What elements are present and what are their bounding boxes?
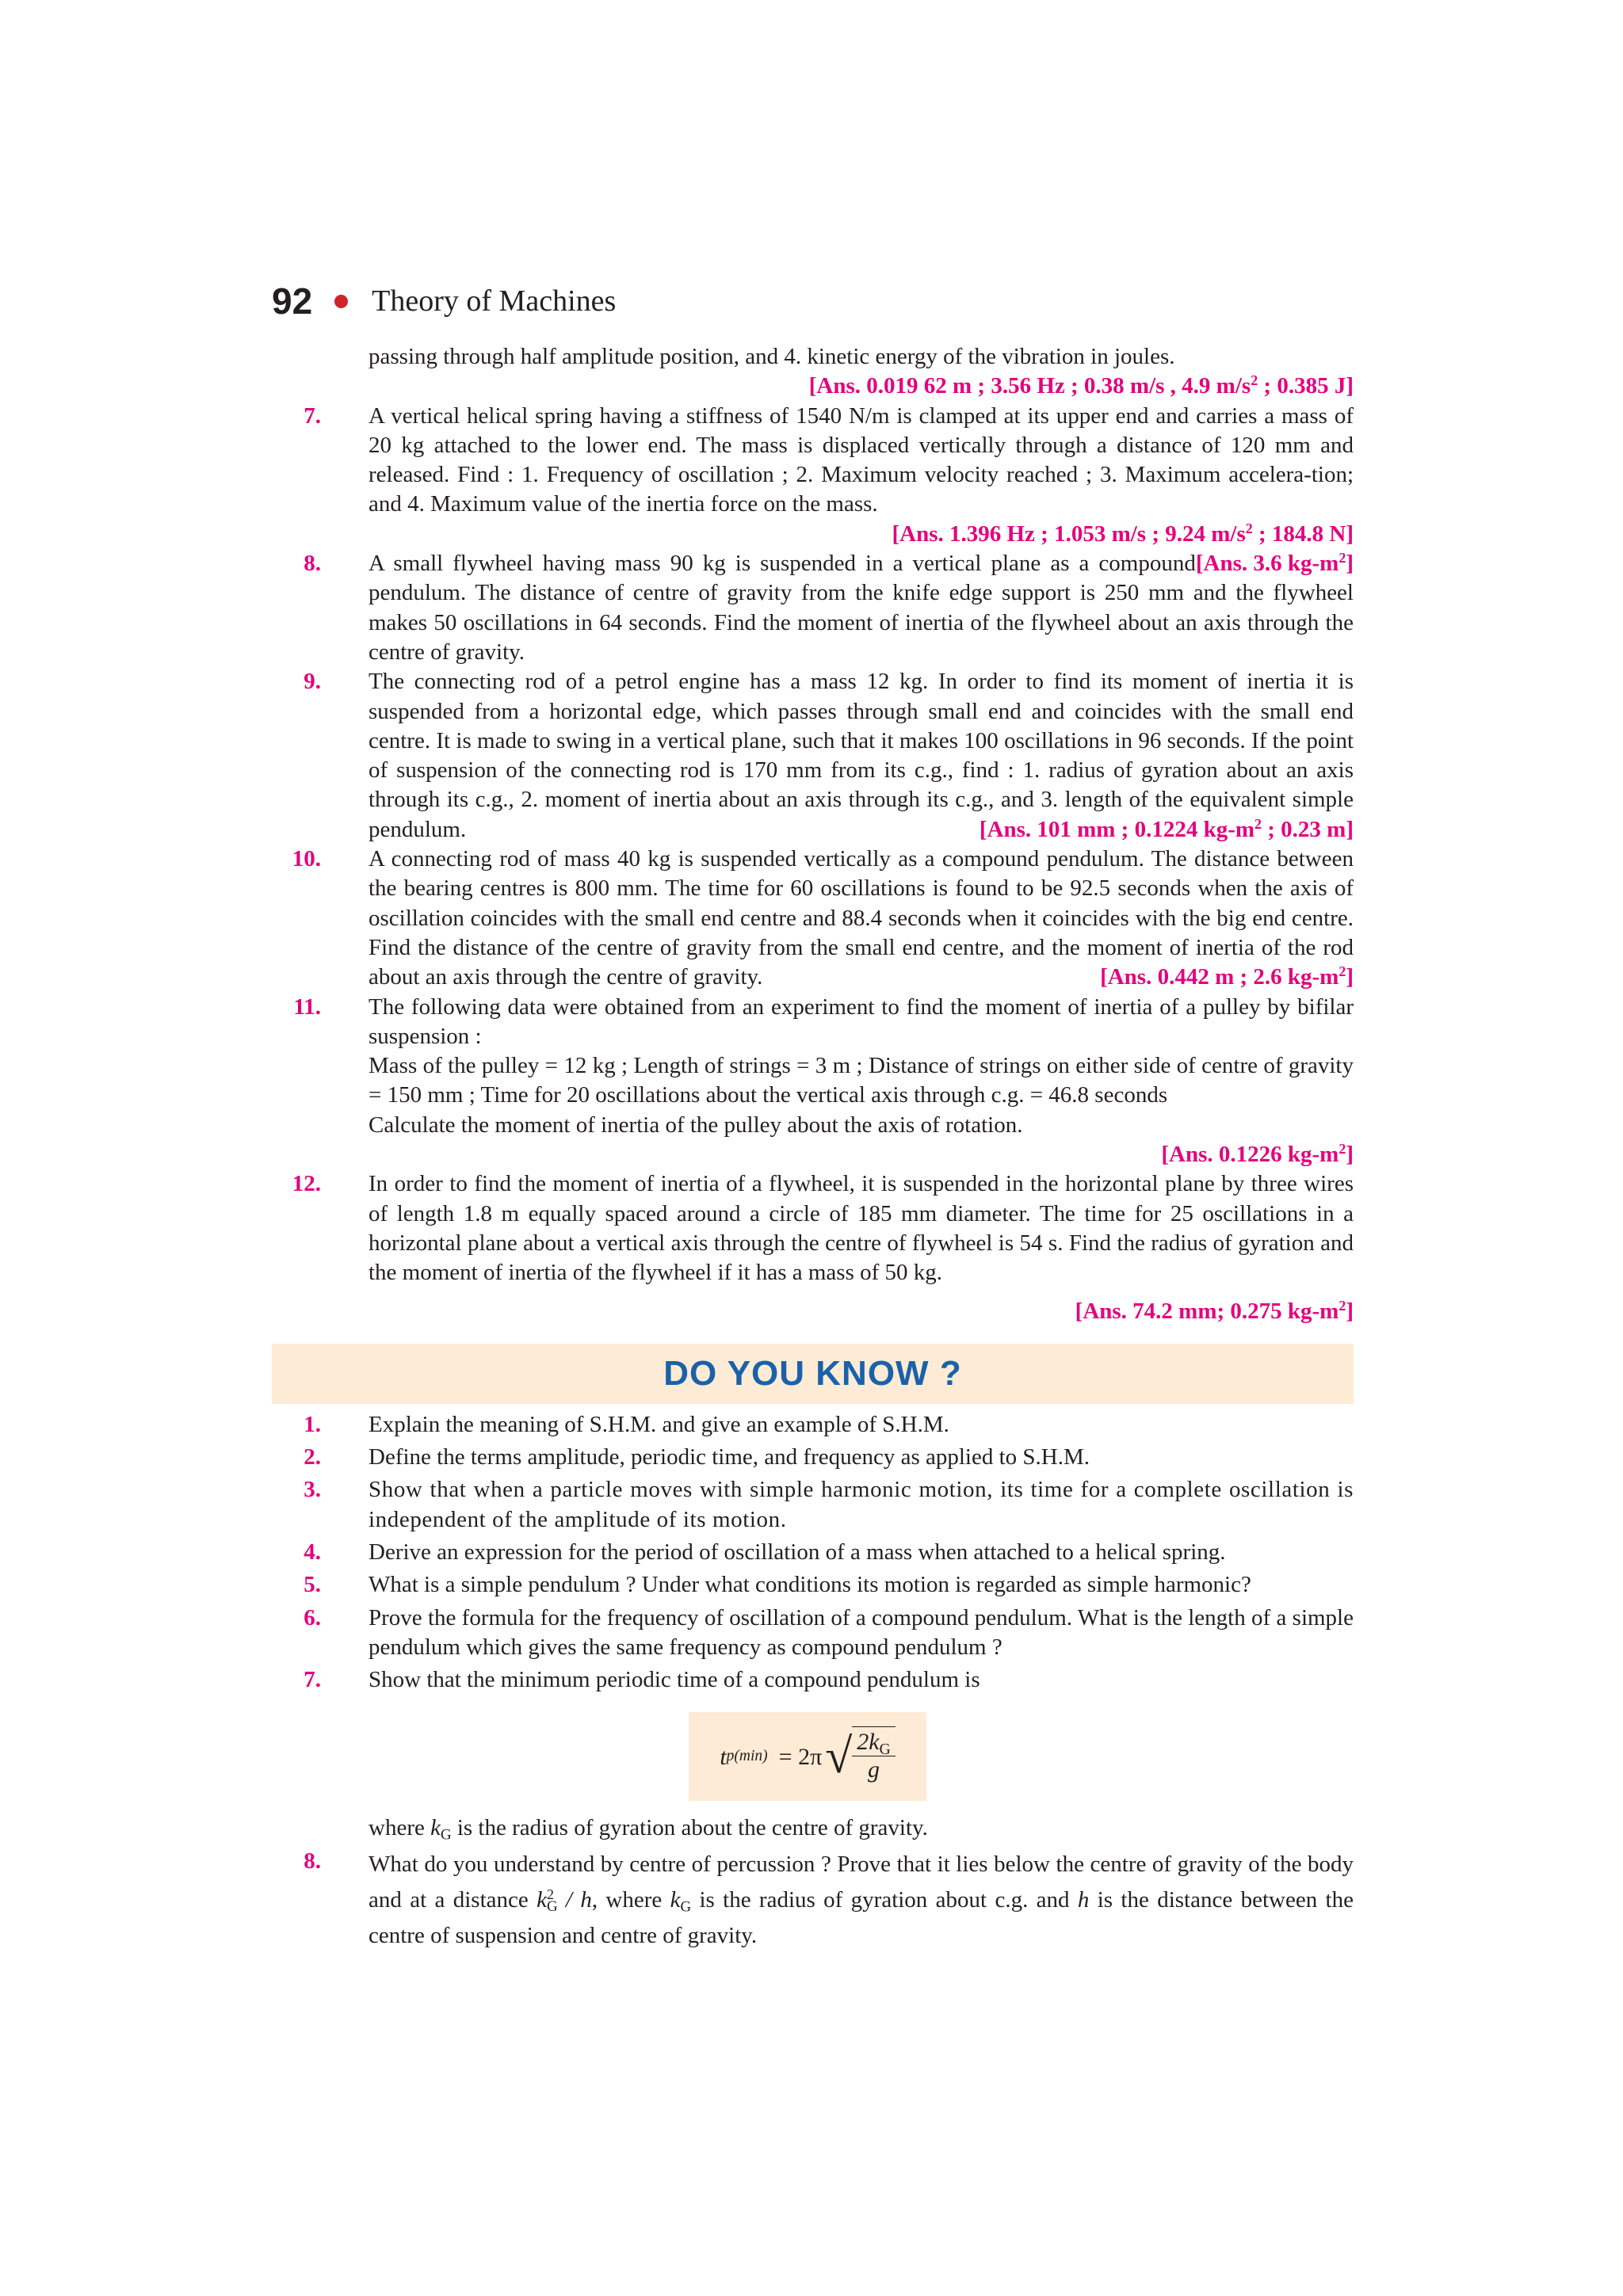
exercise-number: 7. bbox=[304, 402, 321, 429]
min-periodic-time-formula bbox=[720, 1730, 895, 1783]
exercise-text: In order to find the moment of inertia of a flywheel, it is suspended in the horizontal plane by three wires of length 1.8 m equally spaced around a circle of 185 mm diameter. The time for 25 oscillations in a horizontal plane about a vertical axis through the centre of flywheel is 54 s. Find the radius of gyration and the moment of inertia of the flywheel if it has a mass of 50 kg. bbox=[369, 1171, 1354, 1286]
question-number: 5. bbox=[304, 1572, 321, 1598]
exercise-question: Calculate the moment of inertia of the pulley about the axis of rotation. bbox=[369, 1112, 1023, 1138]
formula-lhs-variable: t bbox=[720, 1743, 727, 1770]
page-content bbox=[272, 342, 1354, 1957]
exercise-number: 10. bbox=[292, 846, 321, 872]
question-text: Prove the formula for the frequency of oscillation of a compound pendulum. What is the length of a simple pendulum which gives the same frequency as compound pendulum ? bbox=[369, 1604, 1354, 1660]
section-title: DO YOU KNOW ? bbox=[663, 1354, 962, 1394]
review-questions bbox=[272, 1410, 1354, 1954]
exercise-item bbox=[272, 845, 1354, 992]
question-text: Show that the minimum periodic time of a compound pendulum is bbox=[369, 1667, 980, 1693]
exercise-text: The connecting rod of a petrol engine has a mass 12 kg. In order to find its moment of inertia it is suspended from a horizontal edge, which passes through small end and coincides with the small end centre. It is made to swing in a vertical plane, such that it makes 100 oscillations in 96 seconds. If the point of suspension of the connecting rod is 170 mm from its c.g., find : 1. radius of gyration about an axis through its c.g., 2. moment of inertia about an axis through its c.g., and 3. length of the equivalent simple pendulum. bbox=[369, 669, 1354, 842]
square-root-icon: √ bbox=[825, 1730, 853, 1784]
formula-denominator: g bbox=[867, 1756, 880, 1783]
question-text: Show that when a particle moves with simple harmonic motion, its time for a complete oscillation is independent of the amplitude of its motion. bbox=[369, 1477, 1354, 1532]
question-number: 3. bbox=[304, 1477, 321, 1503]
book-title: Theory of Machines bbox=[372, 284, 617, 318]
formula-numerator-subscript: G bbox=[879, 1741, 891, 1759]
header-bullet-icon bbox=[334, 295, 348, 308]
formula-lhs-subscript: p(min) bbox=[726, 1748, 768, 1765]
exercise-item bbox=[272, 1169, 1354, 1287]
exercise-item bbox=[272, 402, 1354, 520]
question-number: 8. bbox=[304, 1848, 321, 1874]
question-item bbox=[272, 1665, 1354, 1695]
exercise-answer: [Ans. 0.1226 $kg-m^2$] bbox=[1161, 1141, 1354, 1168]
question-item bbox=[272, 1847, 1354, 1954]
exercise-item bbox=[272, 549, 1354, 667]
question-item bbox=[272, 1443, 1354, 1472]
exercise-text: A small flywheel having mass 90 kg is suspended in a vertical plane as a compound pendulum. The distance of centre of gravity from the knife edge support is 250 mm and the flywheel makes 50 oscillations in 64 seconds. Find the moment of inertia of the flywheel about an axis through the centre of gravity. bbox=[369, 551, 1354, 665]
exercise-answer: [Ans. 0.442 m ; 2.6 $kg-m^2$] bbox=[1100, 963, 1354, 990]
exercise-answer: [Ans. 74.2 mm; 0.275 $kg-m^2$] bbox=[1075, 1297, 1354, 1324]
exercise-number: 12. bbox=[292, 1171, 321, 1197]
formula-equals: = 2π bbox=[778, 1743, 823, 1770]
formula-numerator: 2k bbox=[857, 1729, 880, 1756]
continued-text: passing through half amplitude position, and 4. kinetic energy of the vibration in joules. bbox=[369, 344, 1175, 369]
question-text: Explain the meaning of S.H.M. and give an example of S.H.M. bbox=[369, 1411, 949, 1437]
question-number: 7. bbox=[304, 1667, 321, 1693]
exercise-answer: [Ans. 1.396 Hz ; 1.053 m/s ; 9.24 $m/s^2$ ; 184.8 N] bbox=[892, 520, 1354, 547]
exercise-number: 11. bbox=[293, 994, 321, 1020]
question-number: 2. bbox=[304, 1444, 321, 1470]
exercise-answer: [Ans. 101 mm ; 0.1224 $kg-m^2$ ; 0.23 m] bbox=[979, 815, 1354, 842]
exercise-number: 8. bbox=[304, 551, 321, 577]
question-number: 1. bbox=[304, 1411, 321, 1437]
exercise-item bbox=[272, 993, 1354, 1140]
question-number: 4. bbox=[304, 1539, 321, 1565]
question-item bbox=[272, 1604, 1354, 1663]
question-text: What do you understand by centre of percussion ? Prove that it lies below the centre of gravity of the body and at a distance $k^2_G$ / h, where $k_G$ is the radius of gyration about c.g. and h is the distance between the centre of suspension and centre of gravity. bbox=[369, 1851, 1354, 1948]
question-text: Derive an expression for the period of oscillation of a mass when attached to a helical spring. bbox=[369, 1539, 1226, 1565]
formula-box bbox=[689, 1712, 926, 1801]
exercise-data: Mass of the pulley = 12 kg ; Length of strings = 3 m ; Distance of strings on either side of centre of gravity = 150 mm ; Time for 20 oscillations about the vertical axis through c.g. = 46.8 seconds bbox=[369, 1053, 1354, 1108]
question-text: Define the terms amplitude, periodic time, and frequency as applied to S.H.M. bbox=[369, 1444, 1090, 1470]
page-header bbox=[272, 273, 616, 329]
section-banner bbox=[272, 1344, 1354, 1404]
exercise-item bbox=[272, 667, 1354, 845]
exercise-text: A vertical helical spring having a stiffness of 1540 N/m is clamped at its upper end and carries a mass of 20 kg attached to the lower end. The mass is displaced vertically through a distance of 120 mm and released. Find : 1. Frequency of oscillation ; 2. Maximum velocity reached ; 3. Maximum accelera-tion; and 4. Maximum value of the inertia force on the mass. bbox=[369, 402, 1354, 517]
answer-continued: [Ans. 0.019 62 m ; 3.56 Hz ; 0.38 m/s , 4.9 $m/s^2$ ; 0.385 J] bbox=[808, 372, 1354, 399]
formula-fraction bbox=[852, 1729, 895, 1783]
page-number: 92 bbox=[272, 280, 313, 322]
question-number: 6. bbox=[304, 1604, 321, 1630]
exercise-answer: [Ans. 3.6 $kg-m^2$] bbox=[1195, 550, 1354, 577]
question-item bbox=[272, 1410, 1354, 1440]
question-item bbox=[272, 1538, 1354, 1567]
exercise-text: A connecting rod of mass 40 kg is suspended vertically as a compound pendulum. The distance between the bearing centres is 800 mm. The time for 60 oscillations is found to be 92.5 seconds when the axis of oscillation coincides with the small end centre and 88.4 seconds when it coincides with the big end centre. Find the distance of the centre of gravity from the small end centre, and the moment of inertia of the rod about an axis through the centre of gravity. bbox=[369, 846, 1354, 990]
question-item bbox=[272, 1570, 1354, 1600]
formula-note: where $k_G$ is the radius of gyration about the centre of gravity. bbox=[369, 1815, 928, 1844]
question-text: What is a simple pendulum ? Under what conditions its motion is regarded as simple harmonic? bbox=[369, 1572, 1251, 1598]
exercise-text: The following data were obtained from an experiment to find the moment of inertia of a pulley by bifilar suspension : bbox=[369, 994, 1354, 1049]
question-item bbox=[272, 1475, 1354, 1535]
exercise-number: 9. bbox=[304, 669, 321, 695]
